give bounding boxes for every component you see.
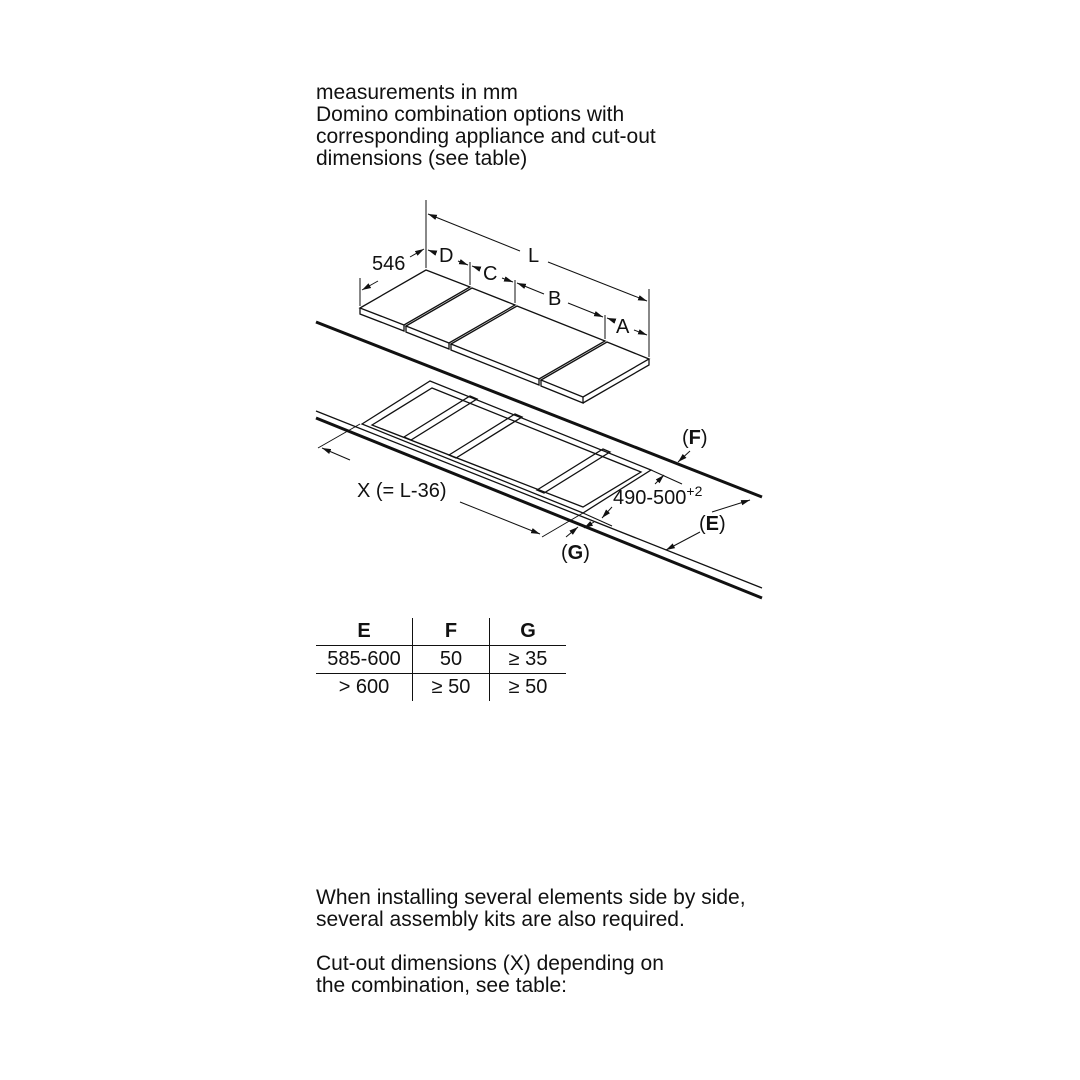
note2-line-1: Cut-out dimensions (X) depending on <box>316 952 664 975</box>
table-header-F: F <box>413 618 490 646</box>
module-A-side <box>541 359 649 403</box>
dim-L-right <box>548 262 647 301</box>
note2-line-2: the combination, see table: <box>316 974 567 997</box>
table-header-row <box>316 618 566 646</box>
cutout-rail-2 <box>449 414 522 458</box>
intro-line-1: measurements in mm <box>316 81 518 104</box>
dim-D-left <box>428 250 436 253</box>
clearance-table <box>316 618 566 701</box>
ext-cutout-back <box>651 470 682 484</box>
table-header-G: G <box>490 618 567 646</box>
table-row <box>316 646 566 674</box>
module-C-side <box>406 326 449 349</box>
label-F-open: ( <box>682 427 689 449</box>
dim-A-right <box>634 330 647 335</box>
table-header-E: E <box>316 618 413 646</box>
label-C: C <box>483 263 498 285</box>
dim-cutout-arrow-front <box>602 507 612 518</box>
note1-line-1: When installing several elements side by side, <box>316 886 746 909</box>
label-E: E <box>705 513 720 535</box>
dim-B-right <box>568 303 603 317</box>
dim-G-left <box>566 527 578 537</box>
module-D <box>360 270 470 325</box>
module-A <box>541 342 649 397</box>
note1-line-2: several assembly kits are also required. <box>316 908 685 931</box>
table-cell: > 600 <box>316 674 413 702</box>
ext-cutout-front <box>583 513 612 526</box>
label-G-group <box>561 542 590 564</box>
cutout-rail-1 <box>404 396 477 440</box>
dim-A-left <box>607 318 615 321</box>
table-cell: 585-600 <box>316 646 413 674</box>
dim-cutout-arrow-back <box>655 475 664 484</box>
label-X: X (= L-36) <box>357 480 447 502</box>
appliance-modules <box>360 270 649 403</box>
intro-line-2: Domino combination options with <box>316 103 625 126</box>
module-D-side <box>360 308 404 331</box>
table-cell: ≥ 50 <box>508 676 548 698</box>
label-G-open: ( <box>561 542 568 564</box>
label-G-close: ) <box>583 542 590 564</box>
label-G: G <box>567 542 584 564</box>
dim-X-right <box>460 502 540 534</box>
table-cell: 50 <box>413 646 490 674</box>
dim-E-upper <box>712 500 750 512</box>
label-L: L <box>528 245 540 267</box>
label-D: D <box>439 245 454 267</box>
label-F-close: ) <box>700 427 708 449</box>
label-A: A <box>616 316 630 338</box>
module-C <box>406 288 515 343</box>
worktop <box>316 322 762 598</box>
worktop-back-edge <box>316 322 762 497</box>
intro-line-4: dimensions (see table) <box>316 147 528 170</box>
table-cell: ≥ 50 <box>413 674 490 702</box>
dim-depth-left <box>362 281 378 290</box>
label-cutout-tol: +2 <box>686 483 703 499</box>
dim-E-lower <box>666 532 700 550</box>
table-row <box>316 674 566 702</box>
dim-depth-right <box>410 249 424 257</box>
label-B: B <box>548 288 562 310</box>
label-F-group <box>682 427 708 449</box>
dim-D-right <box>458 261 468 265</box>
label-cutout-depth: 490-500 <box>613 487 687 509</box>
dim-F-arrow <box>678 451 690 462</box>
dim-C-right <box>502 278 513 282</box>
note-cutout-dimensions <box>316 953 664 997</box>
dim-C-left <box>472 266 480 269</box>
dim-X-left <box>322 448 350 460</box>
note-assembly-kits <box>316 887 746 931</box>
label-depth: 546 <box>372 253 406 275</box>
table-cell: ≥ 35 <box>490 646 567 674</box>
module-B <box>451 306 605 379</box>
label-E-group <box>699 513 726 535</box>
label-E-close: ) <box>719 513 726 535</box>
dim-B-left <box>517 283 544 294</box>
label-cutout-depth-group <box>613 483 703 509</box>
intro-line-3: corresponding appliance and cut-out <box>316 125 656 148</box>
label-E-open: ( <box>699 513 706 535</box>
label-F: F <box>688 427 701 449</box>
